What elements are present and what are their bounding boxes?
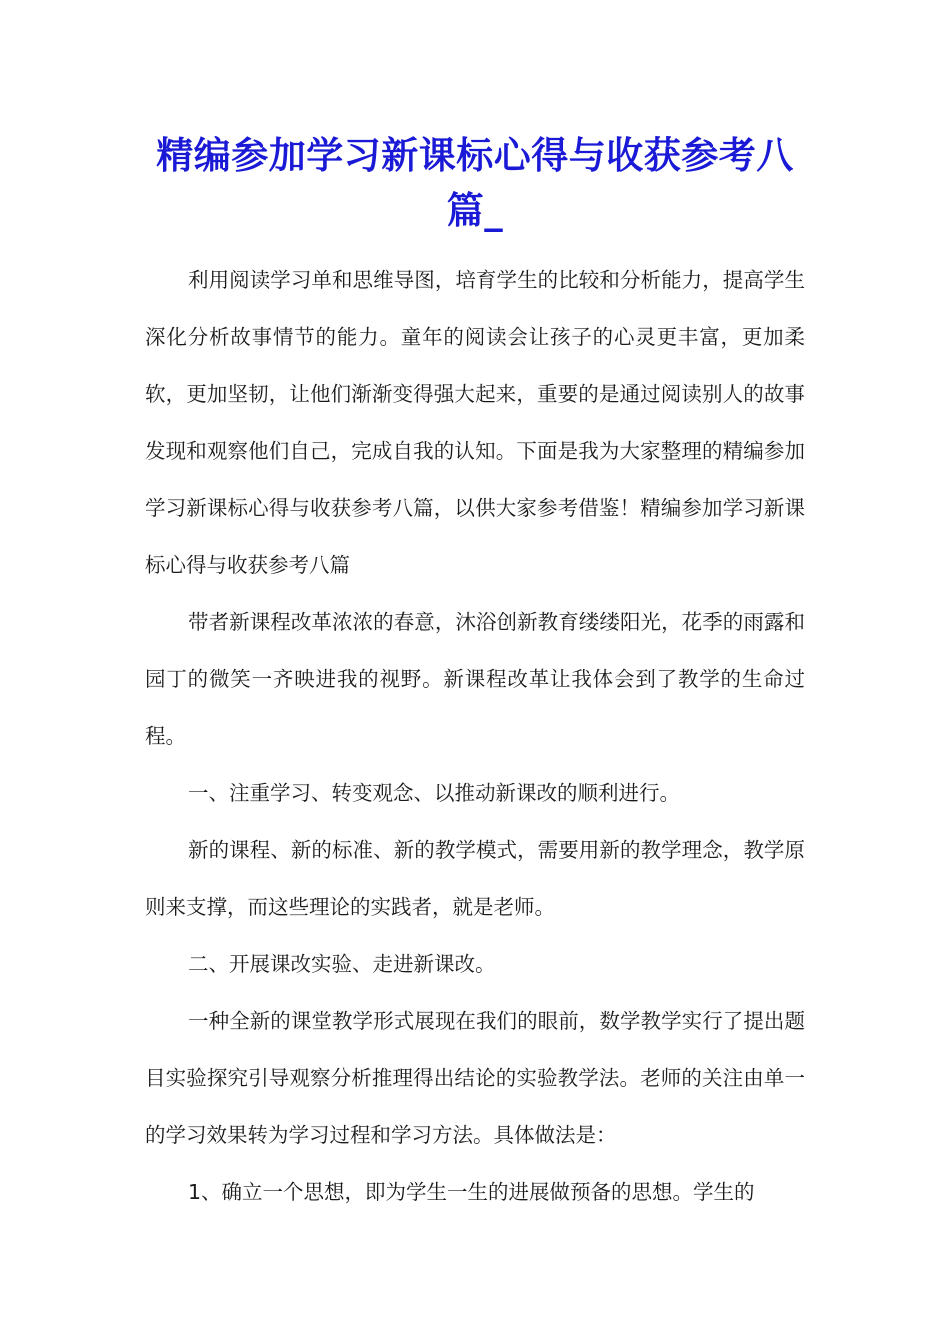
section-heading-two: 二、开展课改实验、走进新课改。 [188,952,496,976]
paragraph-intro: 利用阅读学习单和思维导图，培育学生的比较和分析能力，提高学生深化分析故事情节的能力。童年的阅读会让孩子的心灵更丰富，更加柔软，更加坚韧，让他们渐渐变得强大起来，重要的是通过阅读别人的故事发现和观察他们自己，完成自我的认知。下面是我为大家整理的精编参加学习新课标心得与收获参考八篇，以供大家参考借鉴！精编参加学习新课标心得与收获参考八篇 [145,268,805,577]
document-title: 精编参加学习新课标心得与收获参考八篇_ [156,133,794,232]
list-item-one: 1、确立一个思想，即为学生一生的进展做预备的思想。学生的 [188,1180,755,1204]
document-body [145,252,805,1221]
paragraph-reform: 带者新课程改革浓浓的春意，沐浴创新教育缕缕阳光，花季的雨露和园丁的微笑一齐映进我的视野。新课程改革让我体会到了教学的生命过程。 [145,610,805,748]
paragraph-teaching-form: 一种全新的课堂教学形式展现在我们的眼前，数学教学实行了提出题目实验探究引导观察分析推理得出结论的实验教学法。老师的关注由单一的学习效果转为学习过程和学习方法。具体做法是： [145,1009,805,1147]
section-heading-one: 一、注重学习、转变观念、以推动新课改的顺利进行。 [188,781,680,805]
paragraph-new-curriculum: 新的课程、新的标准、新的教学模式，需要用新的教学理念，教学原则来支撑，而这些理论的实践者，就是老师。 [145,838,805,919]
